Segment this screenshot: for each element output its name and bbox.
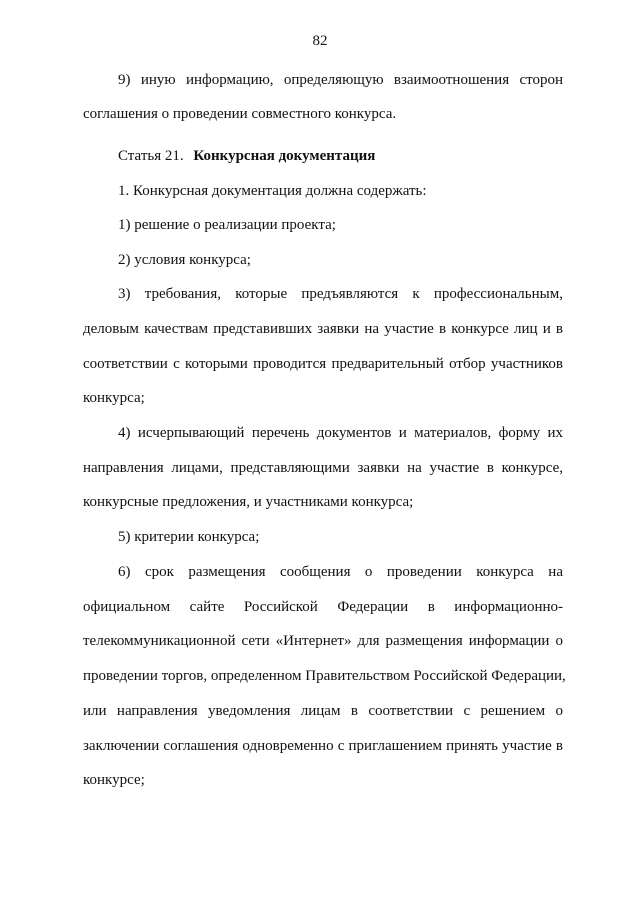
- article-heading: [118, 147, 563, 165]
- article-title: Конкурсная документация: [193, 148, 376, 164]
- text-line: проведении торгов, определенном Правительством Российской Федерации,: [83, 668, 566, 684]
- text-line: соответствии с которыми проводится предварительный отбор участников: [83, 356, 563, 372]
- article-number: Статья 21.: [118, 148, 184, 164]
- text-line: соглашения о проведении совместного конкурса.: [83, 106, 397, 122]
- text-line: конкурса;: [83, 390, 145, 406]
- list-item: 5) критерии конкурса;: [118, 529, 260, 545]
- page-number: 82: [312, 33, 328, 49]
- text-line: 9) иную информацию, определяющую взаимоотношения сторон: [118, 72, 563, 88]
- text-line: конкурсные предложения, и участниками конкурса;: [83, 494, 414, 510]
- list-item: 3) требования, которые предъявляются к профессиональным,: [118, 286, 563, 302]
- text-line: направления лицами, представляющими заявки на участие в конкурсе,: [83, 460, 563, 476]
- text-line: телекоммуникационной сети «Интернет» для размещения информации о: [83, 633, 563, 649]
- list-item: 4) исчерпывающий перечень документов и материалов, форму их: [118, 425, 563, 441]
- list-item: 6) срок размещения сообщения о проведении конкурса на: [118, 564, 563, 580]
- text-line: деловым качествам представивших заявки на участие в конкурсе лиц и в: [83, 321, 563, 337]
- text-line: конкурсе;: [83, 772, 145, 788]
- list-item: 1) решение о реализации проекта;: [118, 217, 336, 233]
- text-line: или направления уведомления лицам в соответствии с решением о: [83, 703, 563, 719]
- text-line: 1. Конкурсная документация должна содержать:: [118, 183, 427, 199]
- text-line: заключении соглашения одновременно с приглашением принять участие в: [83, 738, 563, 754]
- list-item: 2) условия конкурса;: [118, 252, 251, 268]
- text-line: официальном сайте Российской Федерации в информационно-: [83, 599, 563, 615]
